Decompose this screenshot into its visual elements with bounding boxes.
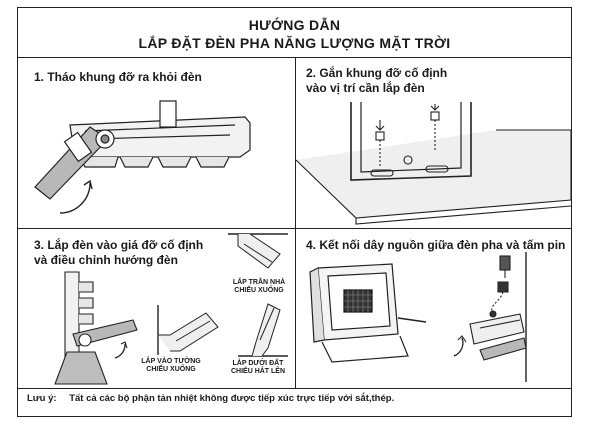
wall-caption-line-2: CHIẾU XUỐNG (146, 366, 196, 373)
step-3-ground-illustration (238, 298, 288, 358)
ceiling-caption-line-1: LẮP TRẦN NHÀ (232, 279, 286, 286)
header (17, 7, 572, 58)
ground-caption (222, 360, 294, 376)
footer-divider (17, 388, 572, 389)
step-3-wall-illustration (156, 305, 226, 355)
step-3-title-line-1: 3. Lắp đèn vào giá đỡ cố định (34, 238, 204, 252)
note-text: Tất cả các bộ phận tản nhiệt không được tiếp xúc trực tiếp với sắt,thép. (69, 393, 395, 404)
step-2-title (306, 66, 447, 96)
footer-note (27, 393, 394, 404)
step-2-title-line-1: 2. Gắn khung đỡ cố định (306, 66, 448, 80)
step-3-title (34, 238, 203, 268)
step-2-illustration (296, 100, 571, 227)
wall-caption-line-1: LẮP VÀO TƯỜNG (141, 358, 201, 365)
ceiling-caption-line-2: CHIẾU XUỐNG (234, 287, 284, 294)
ground-caption-line-2: CHIẾU HẮT LÊN (230, 368, 286, 375)
step-4-floodlight-illustration (300, 262, 430, 367)
step-4-title (306, 238, 565, 253)
step-4-connection-illustration (440, 252, 560, 382)
step-3-ceiling-illustration (228, 232, 288, 272)
step-3-main-illustration (45, 272, 145, 384)
step-3-title-line-2: và điều chỉnh hướng đèn (34, 253, 178, 267)
page-subtitle: LẮP ĐẶT ĐÈN PHA NĂNG LƯỢNG MẶT TRỜI (138, 35, 451, 51)
note-label: Lưu ý: (27, 393, 57, 404)
step-1-illustration (30, 95, 280, 225)
ground-caption-line-1: LẮP DƯỚI ĐẤT (232, 360, 284, 367)
panel-divider-horizontal (17, 228, 572, 229)
ceiling-caption (223, 279, 295, 295)
wall-caption (131, 358, 211, 374)
step-2-title-line-2: vào vị trí cần lắp đèn (306, 81, 425, 95)
step-1-title-line: 1. Tháo khung đỡ ra khỏi đèn (34, 70, 202, 84)
step-4-title-line: 4. Kết nối dây nguồn giữa đèn pha và tấm pin (306, 238, 566, 252)
page-title: HƯỚNG DẪN (248, 17, 341, 33)
step-1-title (34, 70, 202, 85)
